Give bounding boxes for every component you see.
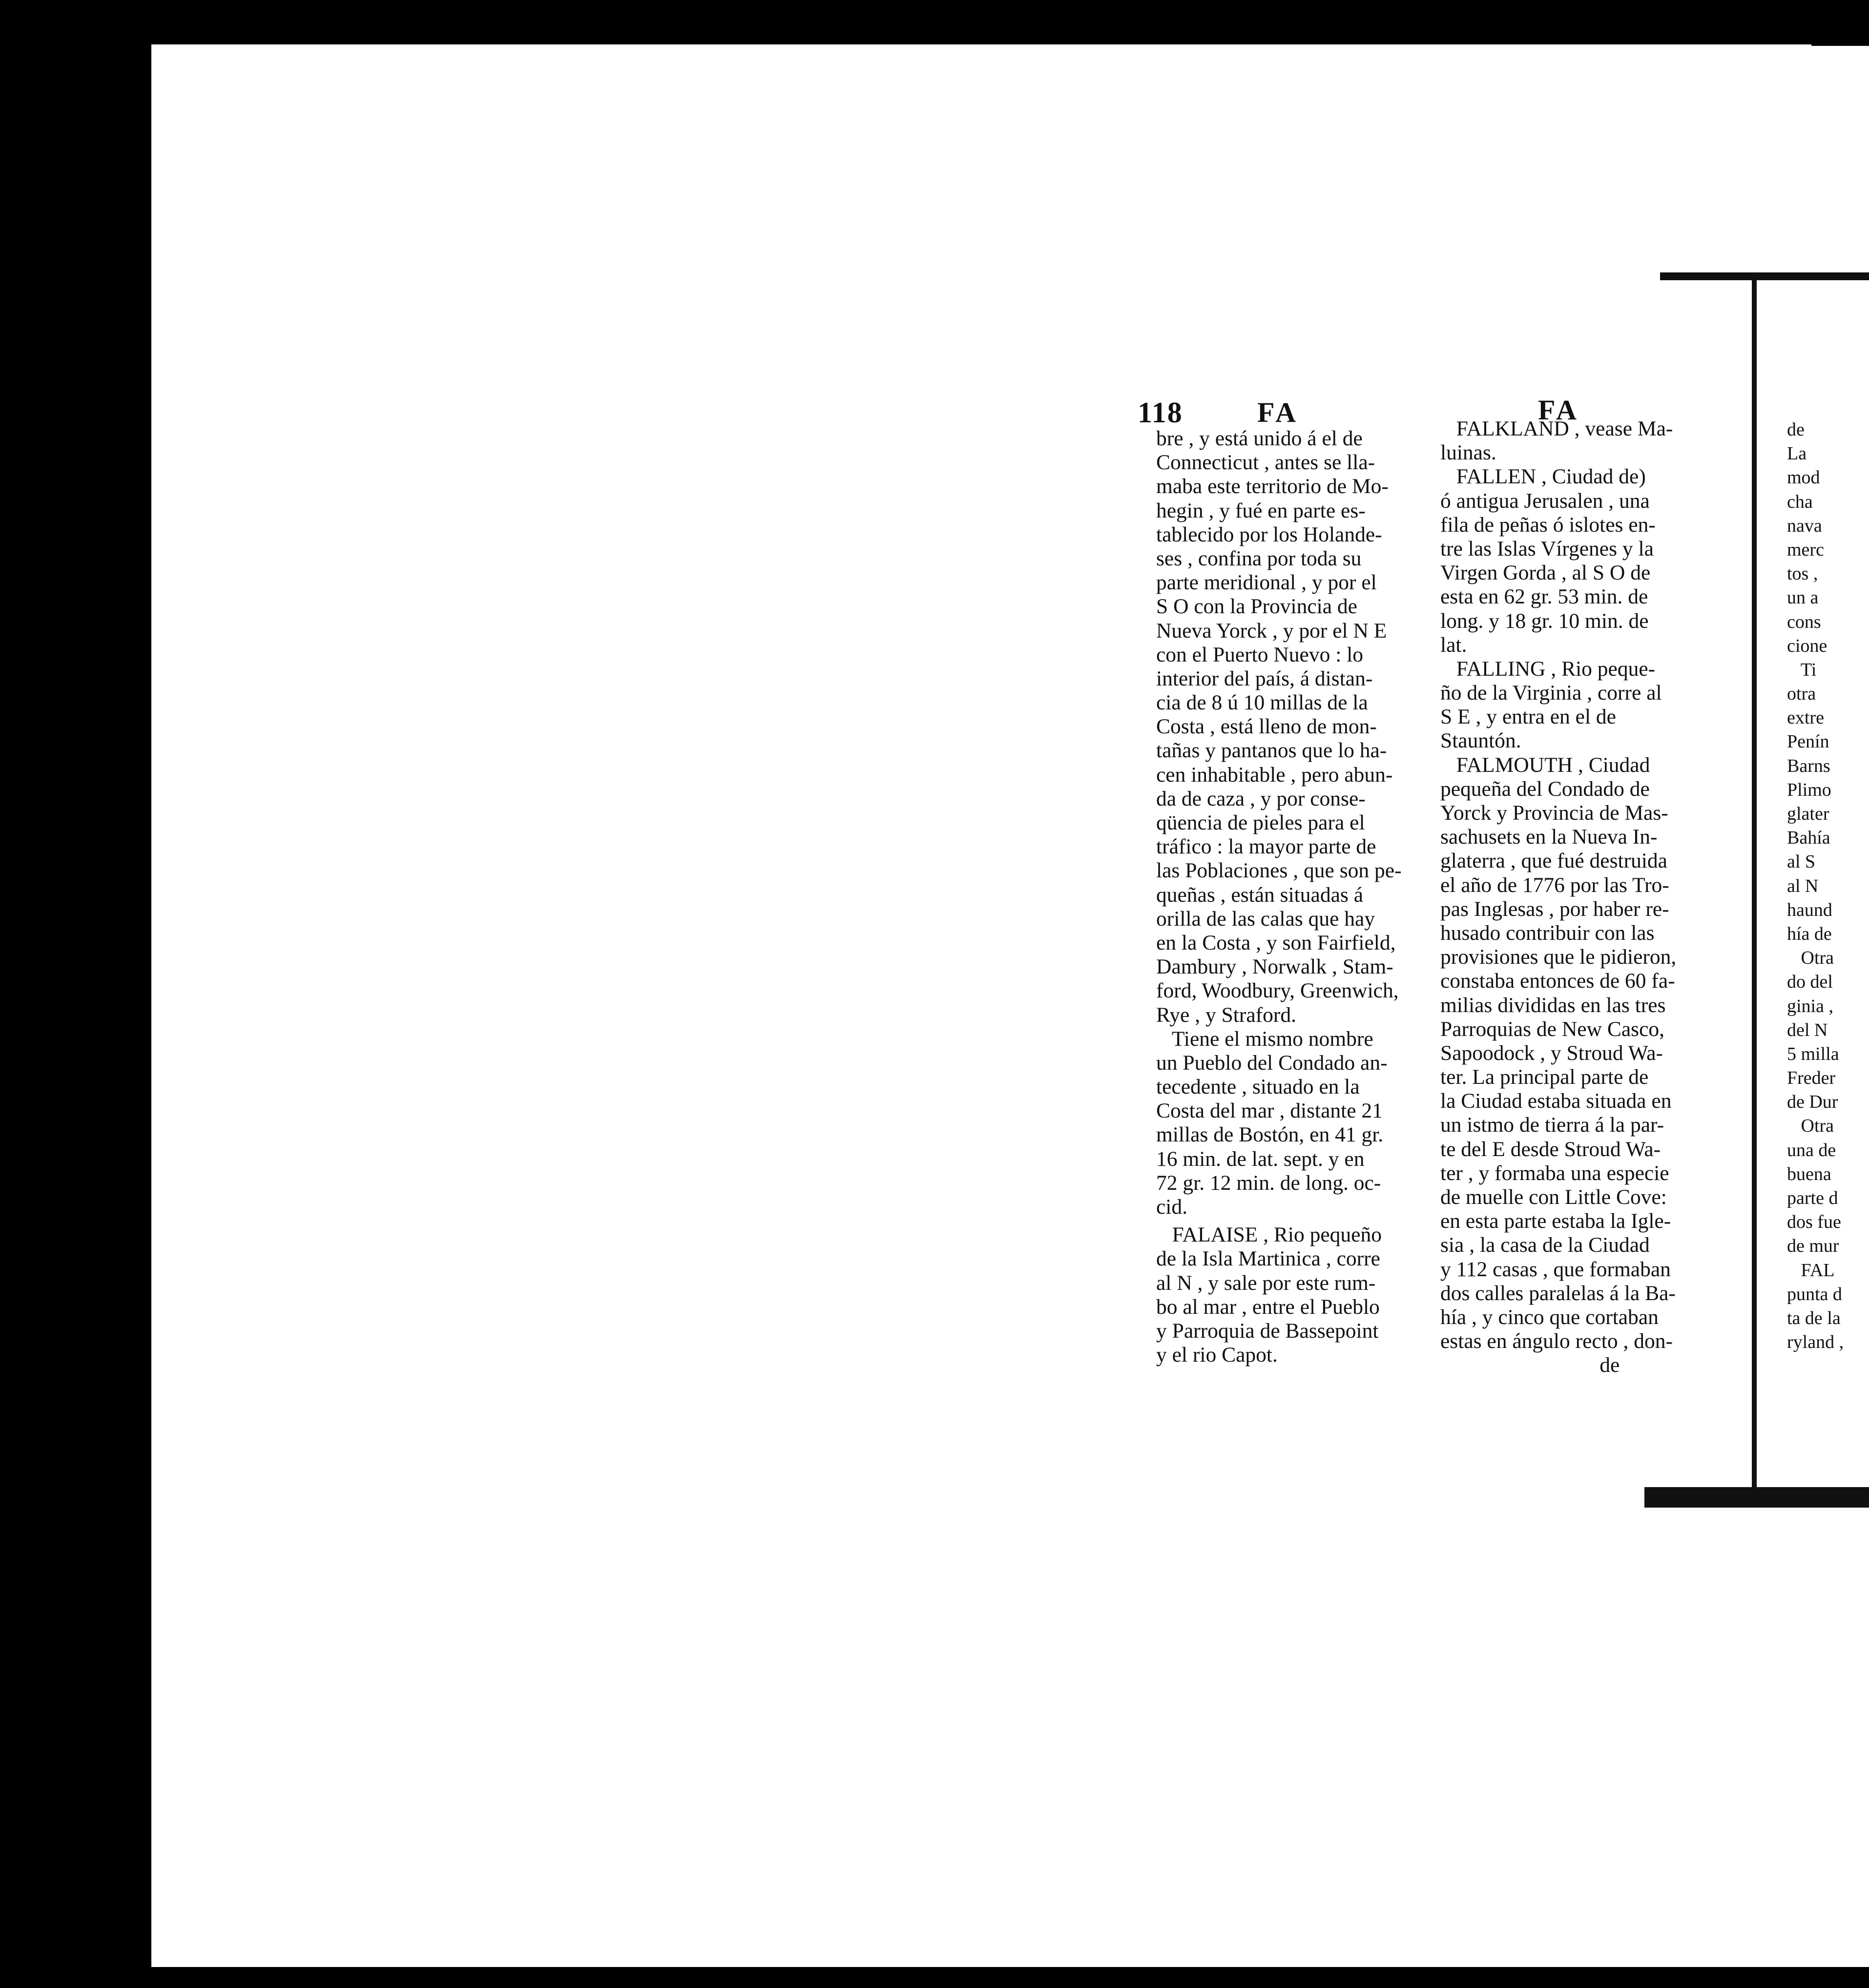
text-line: de bbox=[1440, 1353, 1620, 1377]
text-line: la Ciudad estaba situada en bbox=[1440, 1089, 1672, 1113]
running-head-right: FA bbox=[1538, 394, 1580, 426]
text-line: parte meridional , y por el bbox=[1156, 571, 1377, 595]
text-line: FALLING , Rio peque- bbox=[1440, 657, 1656, 681]
text-line: Otra bbox=[1787, 1116, 1834, 1137]
text-line: milias divididas en las tres bbox=[1440, 993, 1666, 1017]
facing-page-frame-top bbox=[1660, 272, 1869, 280]
text-line: las Poblaciones , que son pe- bbox=[1156, 859, 1402, 883]
text-line: Sapoodock , y Stroud Wa- bbox=[1440, 1041, 1663, 1065]
text-line: glater bbox=[1787, 804, 1829, 824]
text-line: Ti bbox=[1787, 659, 1817, 680]
text-line: Bahía bbox=[1787, 828, 1830, 849]
text-line: do del bbox=[1787, 972, 1833, 993]
text-line: ginia , bbox=[1787, 995, 1833, 1016]
text-line: con el Puerto Nuevo : lo bbox=[1156, 642, 1364, 666]
text-line: fila de peñas ó islotes en- bbox=[1440, 513, 1656, 537]
text-line: tañas y pantanos que lo ha- bbox=[1156, 739, 1387, 763]
text-line: FAL bbox=[1787, 1260, 1835, 1281]
text-line: sia , la casa de la Ciudad bbox=[1440, 1233, 1650, 1257]
text-line: qüencia de pieles para el bbox=[1156, 811, 1365, 834]
text-line: bo al mar , entre el Pueblo bbox=[1156, 1295, 1380, 1319]
text-line: Yorck y Provincia de Mas- bbox=[1440, 801, 1668, 825]
text-line: lat. bbox=[1440, 633, 1467, 657]
text-line: millas de Bostón, en 41 gr. bbox=[1156, 1123, 1384, 1147]
facing-page-frame-bottom bbox=[1644, 1487, 1869, 1508]
page-number: 118 bbox=[1138, 396, 1183, 429]
text-line: y Parroquia de Bassepoint bbox=[1156, 1319, 1379, 1343]
text-line: dos fue bbox=[1787, 1212, 1841, 1233]
text-line: FALKLAND , vease Ma- bbox=[1440, 417, 1673, 440]
page-header bbox=[1138, 396, 1440, 430]
text-line: una de bbox=[1787, 1139, 1836, 1160]
text-line: queñas , están situadas á bbox=[1156, 883, 1363, 907]
text-line: tecedente , situado en la bbox=[1156, 1075, 1360, 1099]
text-line: extre bbox=[1787, 707, 1824, 728]
text-line: ses , confina por toda su bbox=[1156, 546, 1362, 570]
text-line: orilla de las calas que hay bbox=[1156, 907, 1375, 931]
text-line: Costa , está lleno de mon- bbox=[1156, 715, 1377, 739]
text-line: glaterra , que fué destruida bbox=[1440, 849, 1667, 873]
text-line: Parroquias de New Casco, bbox=[1440, 1017, 1665, 1041]
text-line: cione bbox=[1787, 635, 1827, 656]
text-line: S O con la Provincia de bbox=[1156, 595, 1357, 619]
text-line: tre las Islas Vírgenes y la bbox=[1440, 537, 1654, 560]
text-line: Dambury , Norwalk , Stam- bbox=[1156, 955, 1393, 979]
text-line: tos , bbox=[1787, 563, 1818, 584]
text-line: en la Costa , y son Fairfield, bbox=[1156, 931, 1396, 954]
text-line: Costa del mar , distante 21 bbox=[1156, 1099, 1383, 1123]
text-line: cid. bbox=[1156, 1195, 1188, 1219]
text-line: 16 min. de lat. sept. y en bbox=[1156, 1147, 1365, 1171]
text-line: el año de 1776 por las Tro- bbox=[1440, 873, 1669, 897]
text-line: da de caza , y por conse- bbox=[1156, 787, 1366, 810]
text-line: y el rio Capot. bbox=[1156, 1343, 1278, 1367]
text-line: sachusets en la Nueva In- bbox=[1440, 825, 1658, 849]
text-line: provisiones que le pidieron, bbox=[1440, 945, 1677, 969]
text-line: hegin , y fué en parte es- bbox=[1156, 498, 1366, 522]
text-line: al N bbox=[1787, 875, 1819, 896]
text-line: Freder bbox=[1787, 1068, 1836, 1089]
text-line: punta d bbox=[1787, 1284, 1842, 1305]
text-line: Barns bbox=[1787, 755, 1830, 776]
text-line: un istmo de tierra á la par- bbox=[1440, 1113, 1664, 1137]
scanned-page bbox=[151, 44, 1869, 1968]
text-line: FALAISE , Rio pequeño bbox=[1156, 1223, 1382, 1247]
text-line: ryland , bbox=[1787, 1332, 1844, 1353]
text-line: ter , y formaba una especie bbox=[1440, 1161, 1669, 1185]
text-line: Plimo bbox=[1787, 779, 1831, 800]
text-line: FALMOUTH , Ciudad bbox=[1440, 753, 1650, 777]
text-line: de la Isla Martinica , corre bbox=[1156, 1247, 1380, 1271]
text-line: hía de bbox=[1787, 923, 1832, 944]
text-line: constaba entonces de 60 fa- bbox=[1440, 969, 1675, 993]
text-line: en esta parte estaba la Igle- bbox=[1440, 1209, 1671, 1233]
bottom-edge-mark bbox=[151, 1967, 1869, 1968]
text-line: Stauntón. bbox=[1440, 729, 1521, 753]
text-line: husado contribuir con las bbox=[1440, 921, 1655, 945]
text-line: pequeña del Condado de bbox=[1440, 777, 1650, 801]
text-line: de bbox=[1787, 419, 1805, 440]
text-line: interior del país, á distan- bbox=[1156, 666, 1373, 690]
left-text-column bbox=[1156, 427, 1449, 1367]
text-line: cen inhabitable , pero abun- bbox=[1156, 763, 1393, 787]
text-line: ño de la Virginia , corre al bbox=[1440, 681, 1662, 705]
text-line: Rye , y Straford. bbox=[1156, 1003, 1296, 1027]
text-line: Otra bbox=[1787, 948, 1834, 969]
text-line: cons bbox=[1787, 611, 1821, 632]
text-line: del N bbox=[1787, 1019, 1828, 1040]
text-line: bre , y está unido á el de bbox=[1156, 427, 1363, 450]
text-line: cia de 8 ú 10 millas de la bbox=[1156, 691, 1368, 715]
text-line: estas en ángulo recto , don- bbox=[1440, 1329, 1673, 1353]
text-line bbox=[1156, 1219, 1449, 1223]
text-line: mod bbox=[1787, 467, 1820, 488]
text-line: de mur bbox=[1787, 1236, 1839, 1257]
text-line: haund bbox=[1787, 899, 1832, 920]
text-line: merc bbox=[1787, 539, 1824, 560]
text-line: tráfico : la mayor parte de bbox=[1156, 835, 1376, 859]
text-line: de muelle con Little Cove: bbox=[1440, 1185, 1667, 1209]
text-line: buena bbox=[1787, 1163, 1831, 1184]
text-line: ter. La principal parte de bbox=[1440, 1065, 1649, 1089]
text-line: de Dur bbox=[1787, 1092, 1838, 1113]
top-edge-mark bbox=[1811, 44, 1869, 46]
text-line: al S bbox=[1787, 851, 1816, 872]
text-line: 72 gr. 12 min. de long. oc- bbox=[1156, 1171, 1381, 1195]
facing-page-column bbox=[1787, 418, 1869, 1354]
text-line: 5 milla bbox=[1787, 1043, 1839, 1064]
text-line: tablecido por los Holande- bbox=[1156, 522, 1382, 546]
text-line: luinas. bbox=[1440, 441, 1496, 465]
text-line: La bbox=[1787, 443, 1807, 464]
text-line: un a bbox=[1787, 587, 1819, 608]
text-line: ford, Woodbury, Greenwich, bbox=[1156, 979, 1399, 1003]
facing-page-frame-side bbox=[1752, 277, 1757, 1493]
text-line: Connecticut , antes se lla- bbox=[1156, 451, 1375, 475]
text-line: pas Inglesas , por haber re- bbox=[1440, 897, 1669, 921]
text-line: un Pueblo del Condado an- bbox=[1156, 1051, 1388, 1075]
middle-text-column bbox=[1440, 417, 1733, 1378]
text-line: te del E desde Stroud Wa- bbox=[1440, 1137, 1661, 1161]
text-line: al N , y sale por este rum- bbox=[1156, 1271, 1376, 1295]
text-line: Nueva Yorck , y por el N E bbox=[1156, 619, 1387, 642]
text-line: nava bbox=[1787, 515, 1822, 536]
text-line: S E , y entra en el de bbox=[1440, 705, 1616, 729]
text-line: esta en 62 gr. 53 min. de bbox=[1440, 585, 1648, 609]
text-line: ó antigua Jerusalen , una bbox=[1440, 489, 1650, 513]
text-line: dos calles paralelas á la Ba- bbox=[1440, 1281, 1676, 1305]
text-line: long. y 18 gr. 10 min. de bbox=[1440, 609, 1649, 633]
text-line: ta de la bbox=[1787, 1307, 1841, 1328]
running-head-left: FA bbox=[1257, 396, 1299, 428]
text-line: hía , y cinco que cortaban bbox=[1440, 1305, 1659, 1329]
text-line: parte d bbox=[1787, 1188, 1838, 1208]
text-line: FALLEN , Ciudad de) bbox=[1440, 465, 1646, 489]
text-line: Penín bbox=[1787, 731, 1829, 752]
text-line: maba este territorio de Mo- bbox=[1156, 475, 1389, 498]
text-line: otra bbox=[1787, 683, 1816, 704]
text-line: Tiene el mismo nombre bbox=[1156, 1027, 1373, 1051]
text-line: y 112 casas , que formaban bbox=[1440, 1257, 1671, 1281]
text-line: cha bbox=[1787, 491, 1813, 512]
text-line: Virgen Gorda , al S O de bbox=[1440, 561, 1651, 585]
